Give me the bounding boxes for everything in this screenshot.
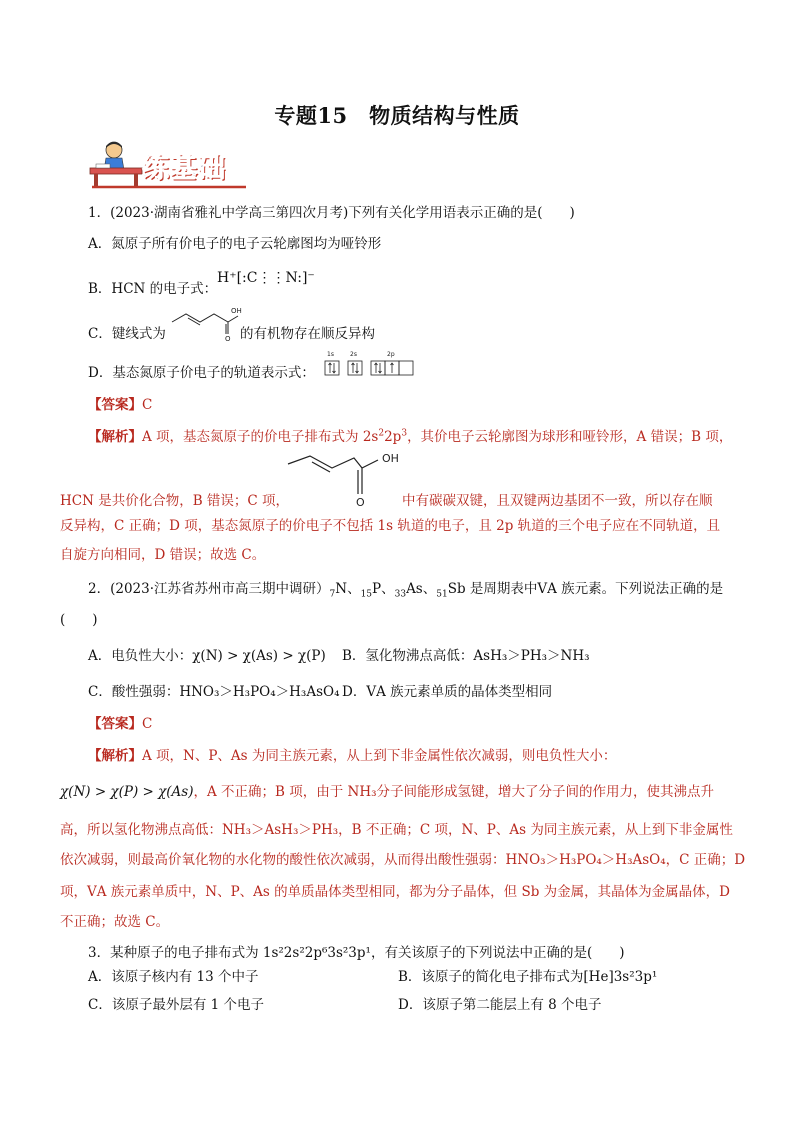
- q1-option-b: [88, 279, 217, 299]
- q1-option-c-post: 的有机物存在顺反异构: [240, 326, 375, 342]
- q1-option-c: [88, 324, 166, 344]
- hcn-electron-formula: H⁺[:C⋮⋮N:]⁻: [217, 270, 315, 286]
- skeletal-formula-small-icon: [168, 302, 240, 342]
- q2-answer-value: C: [142, 716, 153, 732]
- q2-expl-1: A 项，N、P、As 为同主族元素，从上到下非金属性依次减弱，则电负性大小：: [142, 748, 617, 764]
- o-label-small: O: [225, 335, 231, 343]
- q2-explanation-line-1: [88, 746, 616, 766]
- q2-stem-a: 2．(2023·江苏省苏州市高三期中调研）: [88, 581, 330, 597]
- q3-option-b: B．该原子的简化电子排布式为[He]3s²3p¹: [398, 969, 658, 985]
- q1-explanation-line-2b: 中有碳碳双键，且双键两边基团不一致，所以存在顺: [402, 493, 713, 509]
- q2-answer-tag: 【答案】: [88, 716, 142, 732]
- q3-option-d: D．该原子第二能层上有 8 个电子: [398, 997, 602, 1013]
- q2-option-a: A．电负性大小：χ(N) > χ(As) > χ(P): [88, 648, 326, 664]
- banner-label: 练基础: [142, 153, 226, 184]
- q2-explanation-line-5: 项，ⅤA 族元素单质中，N、P、As 的单质晶体类型相同，都为分子晶体，但 Sb 为金属，其晶体为金属晶体，D: [60, 884, 730, 900]
- q1-explanation-line-4: 自旋方向相同，D 错误；故选 C。: [60, 547, 266, 563]
- q2-option-b: B．氢化物沸点高低：AsH₃＞PH₃＞NH₃: [342, 648, 590, 664]
- orbital-label-2p: 2p: [387, 351, 395, 358]
- q2-stem-b: 是周期表中ⅤA 族元素。下列说法正确的是: [469, 581, 724, 597]
- q3-stem: 3．某种原子的电子排布式为 1s²2s²2p⁶3s²3p¹，有关该原子的下列说法中正确的是( ): [88, 945, 625, 961]
- q1-answer-value: C: [142, 397, 153, 413]
- q1-explanation-line-1: 【解析】A 项，基态氮原子的价电子排布式为 $2s^22p^3$，其价电子云轮廓图为球形和哑铃形，A 错误；B 项，: [88, 428, 733, 445]
- q1-option-d: D．基态氮原子价电子的轨道表示式：: [88, 365, 315, 381]
- q1-expl-1a: A 项，基态氮原子的价电子排布式为 2s: [142, 429, 379, 445]
- skeletal-formula-large-icon: [282, 446, 402, 508]
- q3-option-c: C．该原子最外层有 1 个电子: [88, 997, 265, 1013]
- oh-label-small: OH: [231, 307, 242, 315]
- q1-expl-1b: 2p: [384, 429, 402, 445]
- orbital-diagram-icon: [323, 349, 419, 379]
- oh-label-large: OH: [382, 452, 399, 465]
- page-title: 专题15 物质结构与性质: [274, 103, 520, 128]
- q1-answer-tag: 【答案】: [88, 397, 142, 413]
- orbital-label-1s: 1s: [327, 351, 334, 358]
- q2-explanation-line-2: [60, 782, 714, 802]
- q1-option-b-text: B．HCN 的电子式：: [88, 281, 218, 297]
- q2-stem: 2．(2023·江苏省苏州市高三期中调研）$_7N$、$_{15}$P、$_{33}$As、$_{51}$Sb 是周期表中ⅤA 族元素。下列说法正确的是: [88, 581, 724, 600]
- o-label-large: O: [356, 496, 365, 509]
- q1-stem: 1．(2023·湖南省雅礼中学高三第四次月考)下列有关化学用语表示正确的是( ): [88, 205, 575, 221]
- q3-option-a: A．该原子核内有 13 个中子: [88, 969, 259, 985]
- q2-answer: [88, 714, 152, 734]
- q2-expl-2b: ，A 不正确；B 项，由于 NH₃分子间能形成氢键，增大了分子间的作用力，使其沸点升: [193, 784, 715, 800]
- q2-stem-paren: ( ): [60, 612, 98, 628]
- q2-explanation-line-3: 高，所以氢化物沸点高低：NH₃＞AsH₃＞PH₃，B 不正确；C 项，N、P、As 为同主族元素，从上到下非金属性: [60, 822, 733, 838]
- practice-banner: [88, 140, 248, 190]
- q2-option-c: C．酸性强弱：HNO₃＞H₃PO₄＞H₃AsO₄: [88, 684, 340, 700]
- q2-expl-tag: 【解析】: [88, 748, 142, 764]
- q1-explanation-line-2a: HCN 是共价化合物，B 错误；C 项，: [60, 493, 290, 509]
- q1-option-a: A．氮原子所有价电子的电子云轮廓图均为哑铃形: [88, 236, 382, 252]
- q1-answer: [88, 395, 152, 415]
- q1-expl-tag: 【解析】: [88, 429, 142, 445]
- q1-explanation-line-3: 反异构，C 正确；D 项，基态氮原子的价电子不包括 1s 轨道的电子，且 2p 轨道的三个电子应在不同轨道，且: [60, 518, 721, 534]
- q1-option-c-pre: C．键线式为: [88, 326, 166, 342]
- q2-explanation-line-4: 依次减弱，则最高价氧化物的水化物的酸性依次减弱，从而得出酸性强弱：HNO₃＞H₃PO₄＞H₃AsO₄，C 正确；D: [60, 852, 746, 868]
- q2-explanation-line-6: 不正确；故选 C。: [60, 914, 170, 930]
- q1-expl-1c: ，其价电子云轮廓图为球形和哑铃形，A 错误；B 项，: [407, 429, 733, 445]
- q2-expl-2a: χ(N) > χ(P) > χ(As): [60, 784, 194, 800]
- orbital-label-2s: 2s: [350, 351, 357, 358]
- q2-option-d: D．ⅤA 族元素单质的晶体类型相同: [342, 684, 553, 700]
